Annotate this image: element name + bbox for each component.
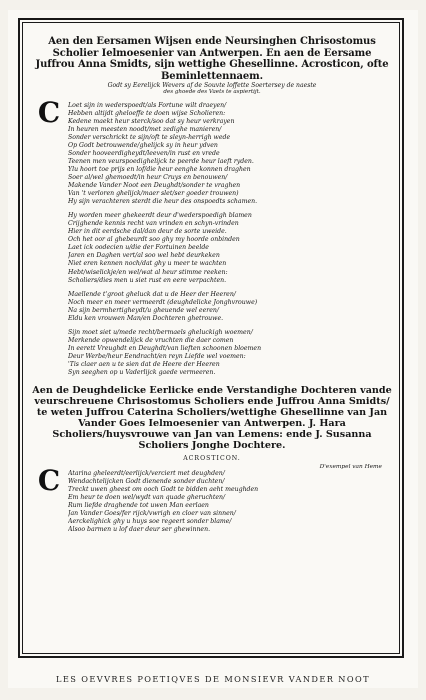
poem-line: Eldu ken vrouwen Man/en Dochteren ghetrouwe.: [68, 314, 224, 322]
page-content: [28, 28, 396, 650]
poem-line: Wendachtelijcken Godt dienende sonder duchten/: [68, 478, 225, 486]
drop-cap-letter: C: [37, 95, 61, 129]
poem-line: Na sijn bermhertigheydt/u gheuende wel eeren/: [68, 306, 219, 314]
acrosticon-heading: ACROSTICON.: [183, 455, 241, 463]
poem-line: Rum liefde draghende tot uwen Man eerlaen: [68, 502, 209, 510]
acrostic-stanza: [68, 470, 388, 534]
poem-line: Ylu hoort toe prijs en lof/die heur eenghe konnen draghen: [68, 165, 251, 173]
poem-acrostic-one: [37, 95, 388, 378]
dedication-subtitle-2: des ghoede des Vaets te aspiertijt.: [163, 89, 261, 95]
poem-line: Scholiers/dies men u siet rust en eere verpachten.: [68, 276, 227, 284]
poem-line: Crijghende kennis recht van vrinden en schyn-vrinden: [68, 220, 239, 228]
poem-line: Noch meer en meer vermeerdt (deughdelicke Jonghvrouwe): [68, 298, 258, 306]
poem-line: Em heur te doen wel/wydt van quade gheruchten/: [68, 494, 226, 502]
poem-line: Deur Werbe/heur Eendracht/en reyn Liefde wel voemen:: [68, 352, 246, 360]
poem-line: Makende Vander Noot een Deughdt/sonder te vraghen: [68, 182, 241, 190]
stanza-1: [68, 102, 388, 207]
poem-line: Hy sijn verachteren sterdt die heur des onspoedts schamen.: [68, 198, 258, 206]
running-footer: LES OEVVRES POETIQVES DE MONSIEVR VANDER NOOT: [56, 674, 370, 684]
poem-line: 'Tis claer aen u te sien dat de Heere der Heeren: [68, 361, 220, 368]
poem-line: Alsoo barmen u lof daer deur ser ghewinnen.: [68, 526, 211, 534]
poem-line: Niet eren kennen noch/dat ghy u meer te wachten: [68, 260, 227, 268]
poem-line: Hebt/wiselickje/en wel/wat al heur stimme reeken:: [68, 268, 228, 276]
poem-line: Syn seeghen op u Vaderlijck gaede vermeeren.: [68, 369, 216, 377]
poem-line: Atarina gheleerdt/eerlijck/verciert met deughden/: [68, 470, 225, 478]
poem-line: Soer al/wel ghemoedt/in heur Cruys en benouwen/: [68, 174, 228, 182]
acrosticon-note: D'exempel van Heme: [319, 464, 382, 471]
daughters-dedication-title: Aen de Deughdelicke Eerlicke ende Verstandighe Dochteren vande veurschreuene Chrisostomus Scholiers ende Juffrou Anna Smidts/ te weten Juffrou Caterina Scholiers/wettighe Ghesellinne van Jan Vander Goes Ielmoesenier van Antwerpen. J. Hara Scholiers/huysvrouwe van Jan van Lemens: ende J. Susanna Scholiers Jonghe Dochtere.: [32, 385, 392, 452]
poem-line: Op Godt betrouwende/ghelijck sy in heur ydven: [68, 141, 218, 149]
stanza-2: [68, 212, 388, 284]
poem-line: In eerett Vreughdt en Deughdt/van lieften schoonen bloemen: [68, 344, 262, 352]
poem-line: Van 't verloren ghelijck/maer slet/ser goeder trouwen): [68, 190, 239, 198]
stanza-3: [68, 291, 388, 323]
poem-line: Maellende t'groot gheluck dat u de Heer der Heeren/: [68, 290, 236, 298]
poem-line: Jan Vander Goes/fer rijck/vwrigh en cloer van sinnen/: [68, 510, 236, 518]
poem-drop-cap-wrap: [37, 95, 388, 207]
poem-line: Loet sijn in wederspoedt/als Fortune wilt draeyen/: [68, 101, 227, 109]
dedication-title: Aen den Eersamen Wijsen ende Neursinghen Chrisostomus Scholier Ielmoesenier van Antwerpen. En aen de Eersame Juffrou Anna Smidts, sijn wettighe Ghesellinne. Acrosticon, ofte Beminlettennaem.: [35, 36, 389, 82]
poem-line: Hier in dit eerdsche dal/dan deur de sorte uweide.: [68, 228, 227, 236]
poem-line: Aerckelighick ghy u huys soe regeert sonder blame/: [68, 518, 232, 526]
poem-line: Kedene maekt heur sterck/soo dat sy heur verkrayen: [68, 117, 235, 125]
poem-line: Sonder verschrickt te sijn/oft te sleyn-herrigh wede: [68, 133, 231, 141]
poem-line: Sonder hooveerdigheydt/leeven/in rust en vrede: [68, 149, 220, 157]
poem-line: Laet ick oodecien u/die der Fortuinen beelde: [68, 244, 209, 252]
poem-line: Hebben altijdt gheloeffe te doen wijse Scholieren:: [68, 109, 226, 117]
stanza-4: [68, 329, 388, 377]
poem-line: Treckt uwen gheest om ooch Godt te bidden aeht meughden: [68, 486, 259, 494]
poem-line: Hy worden meer ghekeerdt deur d'wederspoedigh blamen: [68, 212, 252, 220]
poem-line: Teenen men veurspoedighelijck te peerde heur laeft ryden.: [68, 157, 254, 165]
dedication-subtitle: Godt sy Eerelijck Wevers af de Souvte loffette Soertersey de naeste: [107, 82, 317, 89]
poem-line: In heuren meesten noodt/met zedighe manieren/: [68, 125, 222, 133]
poem-line: Jaren en Daghen vert/al soo wel hebt deurkeken: [68, 252, 220, 260]
poem-line: Merkende opwendelijck de vruchten die daer comen: [68, 336, 234, 344]
drop-cap-letter-2: C: [37, 464, 61, 498]
poem-line: Och het oor al ghebeurdt soo ghy my hoorde onbinden: [68, 236, 240, 244]
poem-line: Sijn moet siet u/mede recht/bermaels gheluckigh woemen/: [68, 328, 253, 336]
